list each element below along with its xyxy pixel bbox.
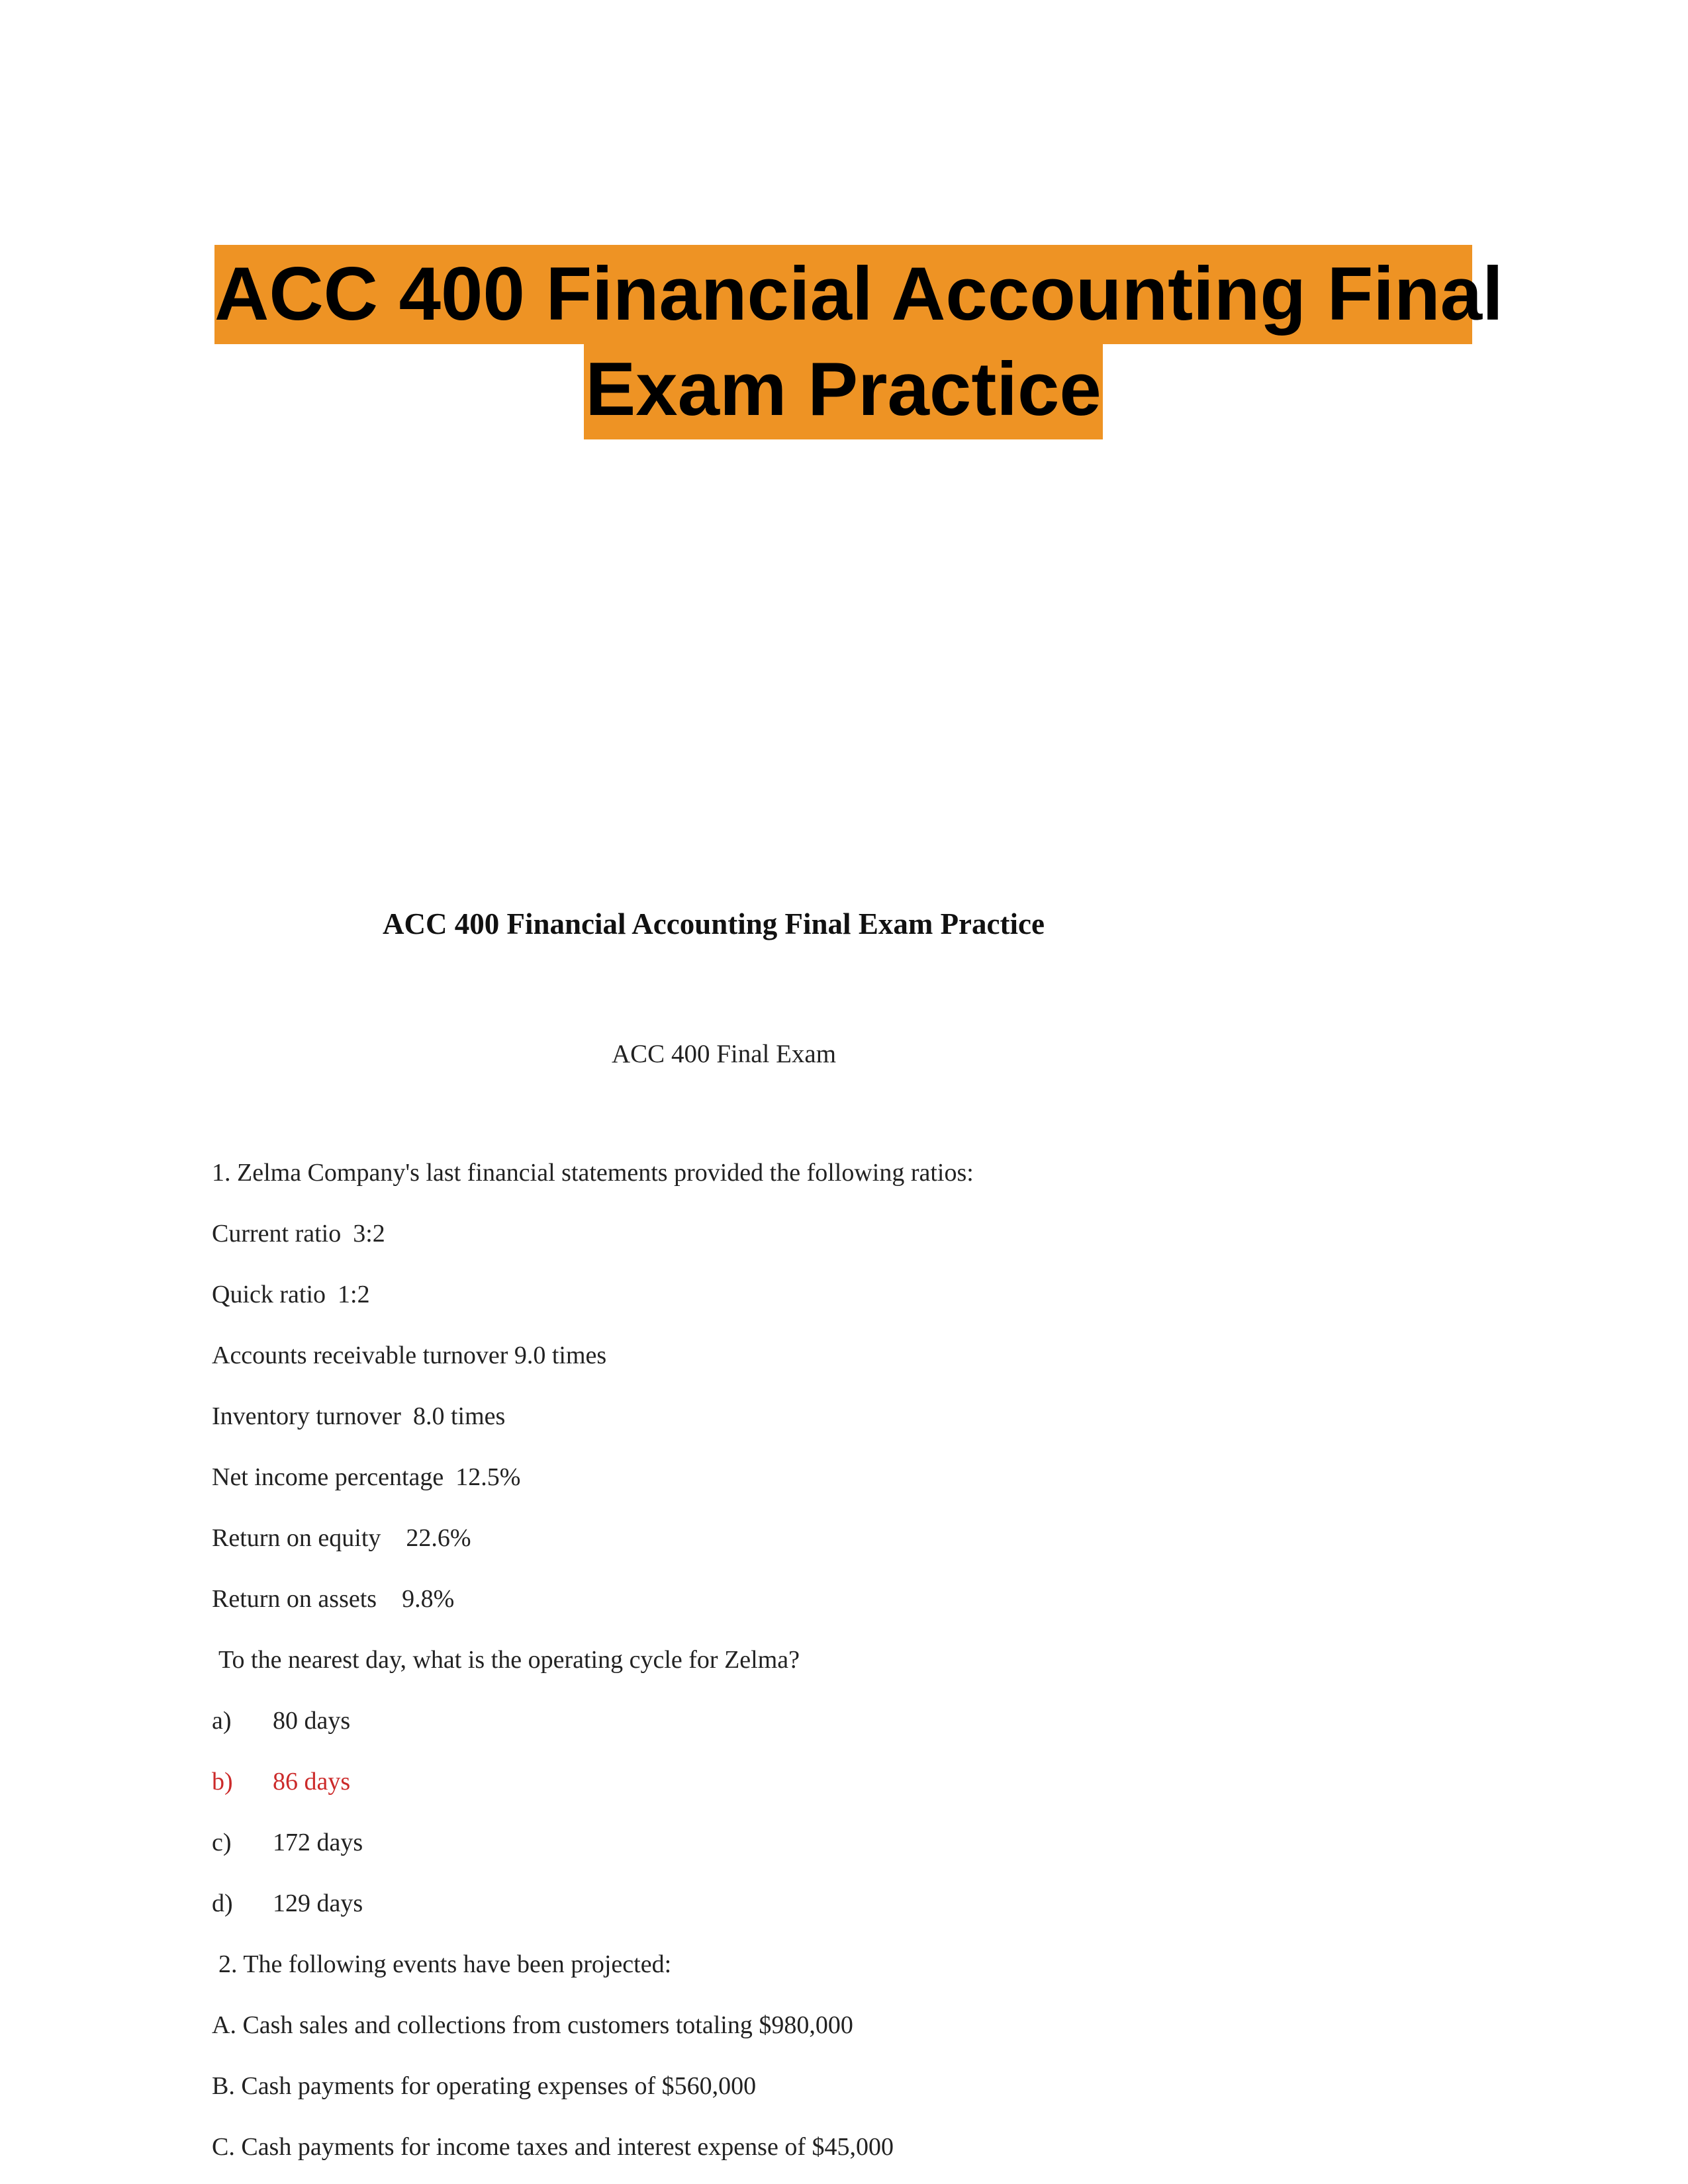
choice-text: 80 days <box>273 1707 351 1735</box>
choice-text: 86 days <box>273 1768 351 1796</box>
ratio-label: Return on equity <box>212 1524 381 1552</box>
choice-letter: d) <box>212 1889 233 1917</box>
choice-text: 129 days <box>273 1889 363 1917</box>
ratio-label: Net income percentage <box>212 1463 444 1491</box>
answer-choice-d <box>212 1889 363 1918</box>
banner-title-line-1: ACC 400 Financial Accounting Final <box>214 245 1472 344</box>
document-subtitle: ACC 400 Final Exam <box>612 1040 837 1068</box>
ratio-return-on-equity <box>212 1524 471 1553</box>
ratio-return-on-assets <box>212 1584 454 1614</box>
ratio-value: 1:2 <box>338 1281 370 1308</box>
choice-text: 172 days <box>273 1829 363 1856</box>
ratio-label: Quick ratio <box>212 1281 326 1308</box>
ratio-value: 12.5% <box>455 1463 521 1491</box>
ratio-value: 3:2 <box>353 1220 385 1248</box>
ratio-ar-turnover <box>212 1341 606 1370</box>
ratio-net-income <box>212 1463 520 1492</box>
ratio-value: 22.6% <box>406 1524 471 1552</box>
ratio-current <box>212 1219 385 1248</box>
question-2-item-a: A. Cash sales and collections from customers totaling $980,000 <box>212 2011 853 2039</box>
question-1-text: To the nearest day, what is the operating cycle for Zelma? <box>218 1646 800 1674</box>
document-title: ACC 400 Financial Accounting Final Exam Practice <box>383 907 1045 940</box>
question-2-item-c: C. Cash payments for income taxes and interest expense of $45,000 <box>212 2133 894 2161</box>
answer-choice-a <box>212 1706 350 1735</box>
ratio-label: Return on assets <box>212 1585 377 1613</box>
ratio-label: Inventory turnover <box>212 1402 401 1430</box>
banner-title-line-2: Exam Practice <box>584 340 1103 439</box>
ratio-label: Accounts receivable turnover <box>212 1342 508 1369</box>
ratio-value: 9.0 times <box>514 1342 607 1369</box>
question-2-item-b: B. Cash payments for operating expenses of $560,000 <box>212 2072 757 2100</box>
choice-letter: c) <box>212 1829 232 1856</box>
choice-letter: b) <box>212 1768 233 1796</box>
choice-letter: a) <box>212 1707 232 1735</box>
ratio-value: 8.0 times <box>412 1402 506 1430</box>
ratio-value: 9.8% <box>402 1585 455 1613</box>
answer-choice-c <box>212 1828 363 1857</box>
ratio-label: Current ratio <box>212 1220 342 1248</box>
answer-choice-b-correct <box>212 1767 350 1796</box>
question-2-prompt: 2. The following events have been projected: <box>218 1950 672 1978</box>
ratio-quick <box>212 1280 370 1309</box>
ratio-inventory-turnover <box>212 1402 505 1431</box>
question-1-prompt: 1. Zelma Company's last financial statements provided the following ratios: <box>212 1159 974 1187</box>
